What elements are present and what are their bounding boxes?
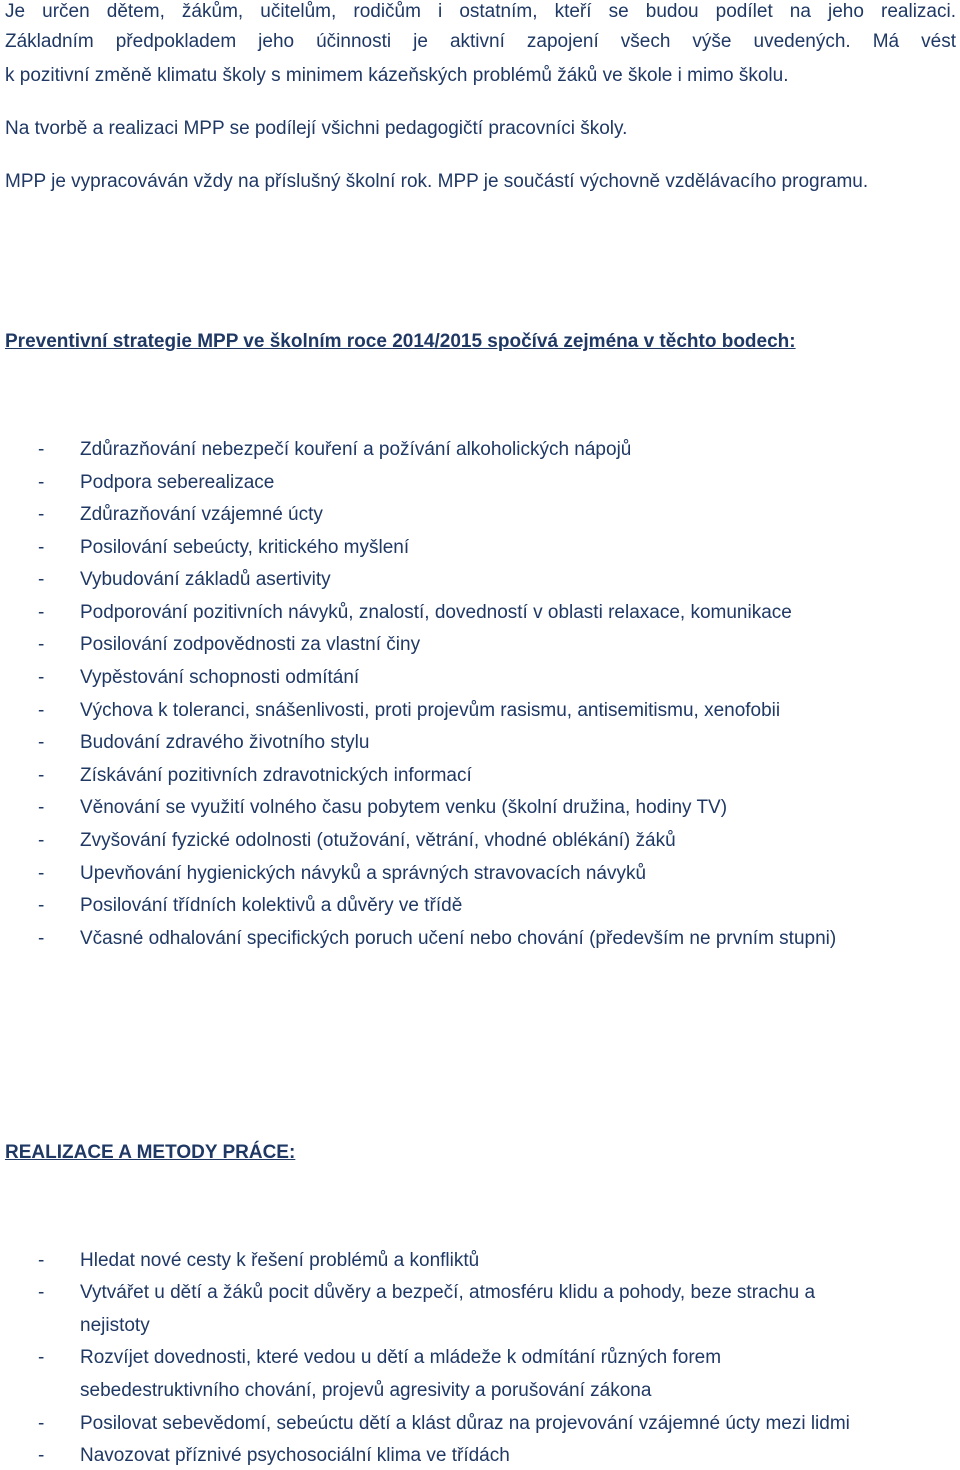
list-dash: -: [38, 634, 45, 655]
list-dash: -: [38, 1282, 45, 1303]
list-item-text: Upevňování hygienických návyků a správných stravovacích návyků: [80, 863, 647, 884]
intro-line-2: Základním předpokladem jeho účinnosti je aktivní zapojení všech výše uvedených. Má vést: [5, 31, 956, 52]
list-dash: -: [38, 830, 45, 851]
list-item-text-continued: nejistoty: [80, 1315, 150, 1336]
list-item-text: Budování zdravého životního stylu: [80, 732, 370, 753]
list-item-text: Rozvíjet dovednosti, které vedou u dětí a mládeže k odmítání různých forem: [80, 1347, 722, 1368]
list-item-text: Vytvářet u dětí a žáků pocit důvěry a bezpečí, atmosféru klidu a pohody, beze strachu a: [80, 1282, 816, 1303]
list-item-text-continued: sebedestruktivního chování, projevů agresivity a porušování zákona: [80, 1380, 652, 1401]
list-item-text: Posilovat sebevědomí, sebeúctu dětí a klást důraz na projevování vzájemné úcty mezi lidmi: [80, 1413, 850, 1434]
list-item-text: Získávání pozitivních zdravotnických informací: [80, 765, 472, 786]
list-item-text: Posilování zodpovědnosti za vlastní činy: [80, 634, 421, 655]
list-item-text: Věnování se využití volného času pobytem venku (školní družina, hodiny TV): [80, 797, 728, 818]
list-item-text: Včasné odhalování specifických poruch učení nebo chování (především ne prvním stupni): [80, 928, 837, 949]
list-dash: -: [38, 1250, 45, 1271]
intro-line-3: k pozitivní změně klimatu školy s minimem kázeňských problémů žáků ve škole i mimo školu.: [5, 65, 789, 86]
list-item-text: Posilování třídních kolektivů a důvěry ve třídě: [80, 895, 463, 916]
list-item-text: Zdůrazňování nebezpečí kouření a požívání alkoholických nápojů: [80, 439, 632, 460]
list-dash: -: [38, 797, 45, 818]
list-item-text: Podpora seberealizace: [80, 472, 275, 493]
list-item-text: Hledat nové cesty k řešení problémů a konfliktů: [80, 1250, 480, 1271]
list-dash: -: [38, 602, 45, 623]
list-dash: -: [38, 472, 45, 493]
list-dash: -: [38, 504, 45, 525]
list-item-text: Výchova k toleranci, snášenlivosti, proti projevům rasismu, antisemitismu, xenofobii: [80, 700, 781, 721]
list-item-text: Zdůrazňování vzájemné úcty: [80, 504, 323, 525]
list-dash: -: [38, 1413, 45, 1434]
list-item-text: Vybudování základů asertivity: [80, 569, 331, 590]
list-item-text: Vypěstování schopnosti odmítání: [80, 667, 360, 688]
list-dash: -: [38, 1347, 45, 1368]
list-item-text: Navozovat příznivé psychosociální klima ve třídách: [80, 1445, 510, 1466]
intro-line-1: Je určen dětem, žákům, učitelům, rodičům i ostatním, kteří se budou podílet na jeho realizaci.: [5, 1, 956, 22]
list-dash: -: [38, 667, 45, 688]
list-item-text: Podporování pozitivních návyků, znalostí, dovedností v oblasti relaxace, komunikace: [80, 602, 792, 623]
list-dash: -: [38, 537, 45, 558]
list-dash: -: [38, 928, 45, 949]
list-item-text: Zvyšování fyzické odolnosti (otužování, větrání, vhodné oblékání) žáků: [80, 830, 676, 851]
list-dash: -: [38, 765, 45, 786]
list-dash: -: [38, 732, 45, 753]
intro-paragraph-3: MPP je vypracováván vždy na příslušný školní rok. MPP je součástí výchovně vzdělávacího programu.: [5, 171, 869, 192]
list-dash: -: [38, 863, 45, 884]
methods-heading: REALIZACE A METODY PRÁCE:: [5, 1142, 296, 1163]
list-dash: -: [38, 569, 45, 590]
list-dash: -: [38, 700, 45, 721]
strategy-heading: Preventivní strategie MPP ve školním roce 2014/2015 spočívá zejména v těchto bodech:: [5, 331, 796, 352]
list-dash: -: [38, 895, 45, 916]
list-dash: -: [38, 1445, 45, 1466]
list-dash: -: [38, 439, 45, 460]
list-item-text: Posilování sebeúcty, kritického myšlení: [80, 537, 410, 558]
intro-paragraph-2: Na tvorbě a realizaci MPP se podílejí všichni pedagogičtí pracovníci školy.: [5, 118, 628, 139]
